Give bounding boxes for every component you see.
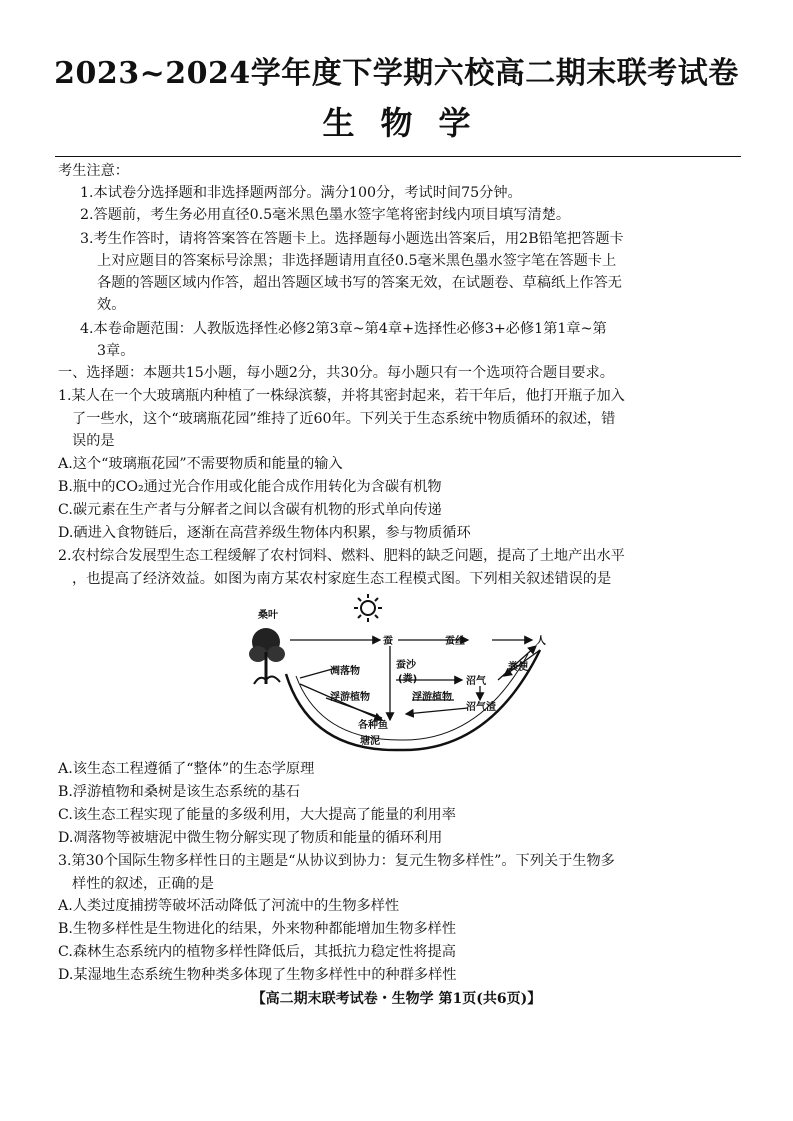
label-mulberry-leaf: 桑叶 [258,610,278,621]
exam-title: 2023~2024学年度下学期六校高二期末联考试卷 [54,56,739,91]
q1-stem-line-3: 误的是 [72,433,115,449]
note-1: 1.本试卷分选择题和非选择题两部分。满分100分，考试时间75分钟。 [80,185,522,201]
section-heading: 一、选择题：本题共15小题，每小题2分，共30分。每小题只有一个选项符合题目要求。 [58,365,614,381]
q3-option-a: A.人类过度捕捞等破坏活动降低了河流中的生物多样性 [58,898,400,914]
note-3-line-2: 上对应题目的答案标号涂黑；非选择题请用直径0.5毫米黑色墨水签字笔在答题卡上 [97,253,617,269]
q3-option-c: C.森林生态系统内的植物多样性降低后，其抵抗力稳定性将提高 [58,944,456,960]
label-biogas-residue: 沼气渣 [466,702,496,713]
label-silkworm: 蚕 [383,636,393,647]
q1-option-d: D.硒进入食物链后，逐渐在高营养级生物体内积累，参与物质循环 [58,525,471,541]
q1-option-b: B.瓶中的CO₂通过光合作用或化能合成作用转化为含碳有机物 [58,479,442,495]
label-feces: 粪便 [508,662,528,673]
label-biogas: 沼气 [466,676,486,687]
q2-stem-line-1: 2.农村综合发展型生态工程缓解了农村饲料、燃料、肥料的缺乏问题，提高了土地产出水平 [58,548,625,564]
label-silk: 蚕丝 [445,636,465,647]
label-litter: 凋落物 [330,666,360,677]
note-3-line-1: 3.考生作答时，请将答案答在答题卡上。选择题每小题选出答案后，用2B铅笔把答题卡 [80,231,624,247]
note-3-line-3: 各题的答题区域内作答，超出答题区域书写的答案无效，在试题卷、草稿纸上作答无 [97,275,622,291]
notes-heading: 考生注意： [58,163,129,179]
subject-title: 生物学 [322,104,497,142]
q1-option-a: A.这个“玻璃瓶花园”不需要物质和能量的输入 [58,456,343,472]
q3-stem-line-1: 3.第30个国际生物多样性日的主题是“从协议到协力：复元生物多样性”。下列关于生物多 [58,853,615,869]
note-4-line-2: 3章。 [97,343,135,359]
note-2: 2.答题前，考生务必用直径0.5毫米黑色墨水签字笔将密封线内项目填写清楚。 [80,207,571,223]
q3-option-d: D.某湿地生态系统生物种类多体现了生物多样性中的种群多样性 [58,967,457,983]
q2-option-c: C.该生态工程实现了能量的多级利用，大大提高了能量的利用率 [58,807,456,823]
label-phytoplankton-2: 浮游植物 [412,692,452,703]
q2-option-b: B.浮游植物和桑树是该生态系统的基石 [58,784,300,800]
q2-stem-line-2: ，也提高了经济效益。如图为南方某农村家庭生态工程模式图。下列相关叙述错误的是 [72,571,612,587]
label-droppings-note: (粪) [398,674,418,685]
q3-option-b: B.生物多样性是生物进化的结果，外来物种都能增加生物多样性 [58,921,457,937]
q1-stem-line-2: 了一些水，这个“玻璃瓶花园”维持了近60年。下列关于生态系统中物质循环的叙述，错 [72,411,616,427]
q1-option-c: C.碳元素在生产者与分解者之间以含碳有机物的形式单向传递 [58,502,442,518]
label-phytoplankton-1: 浮游植物 [330,692,370,703]
q3-stem-line-2: 样性的叙述，正确的是 [72,876,214,892]
eco-engineering-diagram [240,592,560,758]
sun-icon [354,594,382,622]
note-4-line-1: 4.本卷命题范围：人教版选择性必修2第3章~第4章+选择性必修3+必修1第1章~第 [80,321,607,337]
mulberry-tree-icon [249,628,285,684]
label-pond-mud: 塘泥 [360,736,380,747]
label-silkworm-droppings: 蚕沙 [396,660,416,671]
q2-option-a: A.该生态工程遵循了“整体”的生态学原理 [58,761,315,777]
header-divider [55,156,741,157]
q2-option-d: D.凋落物等被塘泥中微生物分解实现了物质和能量的循环利用 [58,830,443,846]
label-fish: 各种鱼 [358,720,388,731]
note-3-line-4: 效。 [97,297,126,313]
q1-stem-line-1: 1.某人在一个大玻璃瓶内种植了一株绿滨藜，并将其密封起来，若干年后，他打开瓶子加入 [58,388,625,404]
label-human: 人 [536,636,546,647]
page-footer: 【高二期末联考试卷・生物学 第1页(共6页)】 [251,991,542,1007]
